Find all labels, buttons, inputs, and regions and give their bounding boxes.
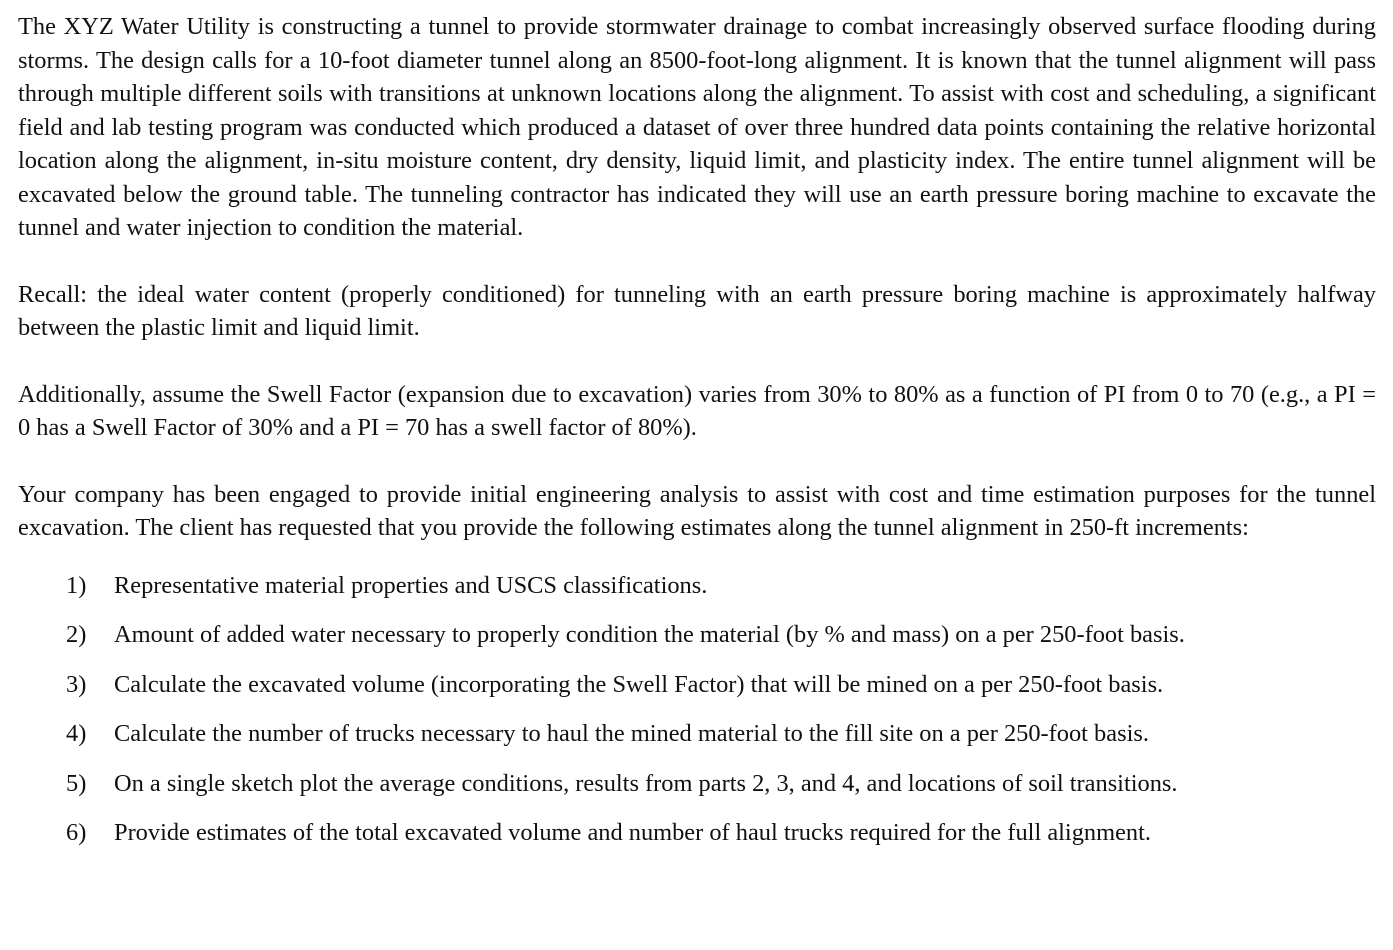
list-item-number: 2) [66, 621, 87, 648]
paragraph-client-request: Your company has been engaged to provide initial engineering analysis to assist with cost and time estimation purposes for the tunnel excavation. The client has requested that you provide the following estimates along the tunnel alignment in 250-ft increments: [18, 480, 1376, 541]
list-item [18, 759, 1376, 809]
list-item-number: 4) [66, 720, 87, 747]
paragraph-swell-factor: Additionally, assume the Swell Factor (expansion due to excavation) varies from 30% to 80% as a function of PI from 0 to 70 (e.g., a PI = 0 has a Swell Factor of 30% and a PI = 70 has a swell factor of 80%). [18, 380, 1376, 441]
task-list [18, 561, 1376, 858]
list-item [18, 561, 1376, 611]
list-item-text: Representative material properties and USCS classifications. [114, 571, 708, 599]
list-item [18, 610, 1376, 660]
document-body [18, 10, 1376, 858]
list-item [18, 808, 1376, 858]
list-item-text: Calculate the excavated volume (incorporating the Swell Factor) that will be mined on a per 250-foot basis. [114, 670, 1164, 698]
list-item-number: 3) [66, 670, 87, 698]
list-item-text: Calculate the number of trucks necessary to haul the mined material to the fill site on a per 250-foot basis. [114, 720, 1149, 747]
list-item-number: 5) [66, 769, 87, 797]
list-item [18, 709, 1376, 759]
list-item-number: 6) [66, 819, 87, 846]
list-item-text: Provide estimates of the total excavated volume and number of haul trucks required for the full alignment. [114, 819, 1151, 846]
list-item [18, 660, 1376, 710]
list-item-text: Amount of added water necessary to properly condition the material (by % and mass) on a per 250-foot basis. [114, 621, 1185, 648]
list-item-text: On a single sketch plot the average conditions, results from parts 2, 3, and 4, and locations of soil transitions. [114, 769, 1178, 797]
list-item-number: 1) [66, 571, 87, 599]
paragraph-problem-statement: The XYZ Water Utility is constructing a tunnel to provide stormwater drainage to combat increasingly observed surface flooding during storms. The design calls for a 10-foot diameter tunnel along an 8500-foot-long alignment. It is known that the tunnel alignment will pass through multiple different soils with transitions at unknown locations along the alignment. To assist with cost and scheduling, a significant field and lab testing program was conducted which produced a dataset of over three hundred data points containing the relative horizontal location along the alignment, in-situ moisture content, dry density, liquid limit, and plasticity index. The entire tunnel alignment will be excavated below the ground table. The tunneling contractor has indicated they will use an earth pressure boring machine to excavate the tunnel and water injection to condition the material. [18, 13, 1376, 241]
paragraph-recall-note: Recall: the ideal water content (properly conditioned) for tunneling with an earth pressure boring machine is approximately halfway between the plastic limit and liquid limit. [18, 280, 1376, 341]
